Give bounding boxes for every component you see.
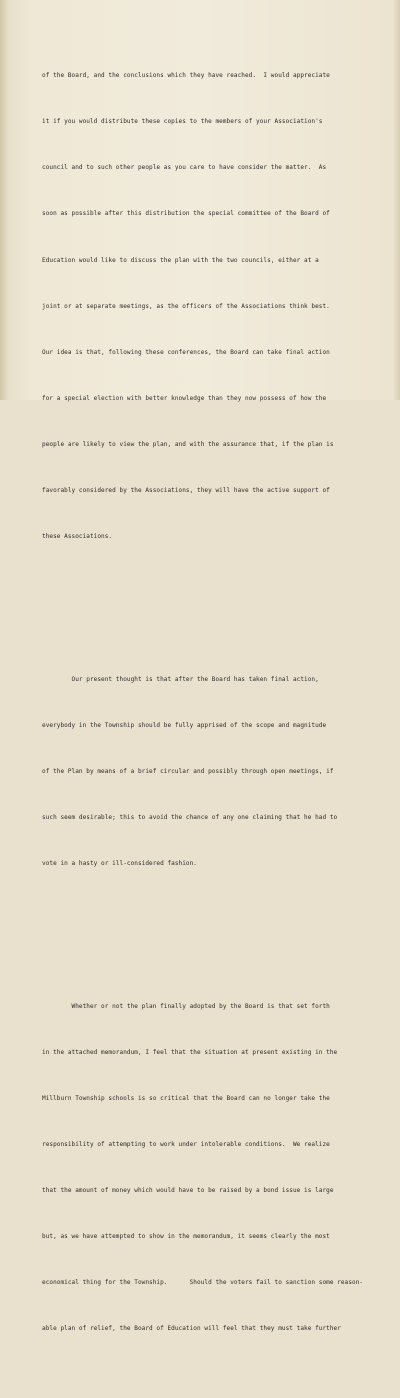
text-line: people are likely to view the plan, and with the assurance that, if the plan is [42, 440, 334, 448]
paragraph-gap [42, 605, 394, 610]
text-line: but, as we have attempted to show in the memorandum, it seems clearly the most [42, 1233, 330, 1241]
paragraph-2 [42, 641, 394, 902]
text-line: responsibility of attempting to work under intolerable conditions. We realize [42, 1141, 330, 1149]
text-line: it if you would distribute these copies to the members of your Association's [42, 118, 323, 126]
text-line-cut-off: able plan of relief, the Board of Education will feel that they must take further [42, 1325, 341, 1333]
paper-edge-left [0, 0, 8, 400]
text-line: economical thing for the Township. Should the voters fail to sanction some reason- [42, 1279, 364, 1287]
text-line: Millburn Township schools is so critical that the Board can no longer take the [42, 1095, 330, 1103]
text-line: of the Board, and the conclusions which they have reached. I would appreciate [42, 72, 330, 80]
text-line: Education would like to discuss the plan with the two councils, either at a [42, 256, 319, 264]
paper-edge-right [394, 0, 400, 400]
letter-body [42, 7, 394, 1398]
text-line: in the attached memorandum, I feel that the situation at present existing in the [42, 1049, 338, 1057]
text-line: Our idea is that, following these conferences, the Board can take final action [42, 348, 330, 356]
text-line: Whether or not the plan finally adopted by the Board is that set forth [42, 1003, 330, 1010]
text-line: everybody in the Township should be fully apprised of the scope and magnitude [42, 721, 327, 729]
text-line: soon as possible after this distribution the special committee of the Board of [42, 210, 330, 218]
text-line: favorably considered by the Associations, they will have the active support of [42, 486, 330, 494]
text-line: for a special election with better knowledge than they now possess of how the [42, 394, 327, 402]
paragraph-gap [42, 933, 394, 938]
text-line: that the amount of money which would have to be raised by a bond issue is large [42, 1187, 334, 1195]
paragraph-3 [42, 968, 394, 1367]
text-line: of the Plan by means of a brief circular and possibly through open meetings, if [42, 767, 334, 775]
text-line: such seem desirable; this to avoid the chance of any one claiming that he had to [42, 813, 338, 821]
paragraph-1 [42, 38, 394, 575]
text-line: these Associations. [42, 532, 113, 540]
text-line: joint or at separate meetings, as the officers of the Associations think best. [42, 302, 330, 310]
text-line: council and to such other people as you care to have consider the matter. As [42, 164, 327, 172]
text-line: vote in a hasty or ill-considered fashion. [42, 859, 198, 867]
text-line: Our present thought is that after the Board has taken final action, [42, 675, 319, 683]
